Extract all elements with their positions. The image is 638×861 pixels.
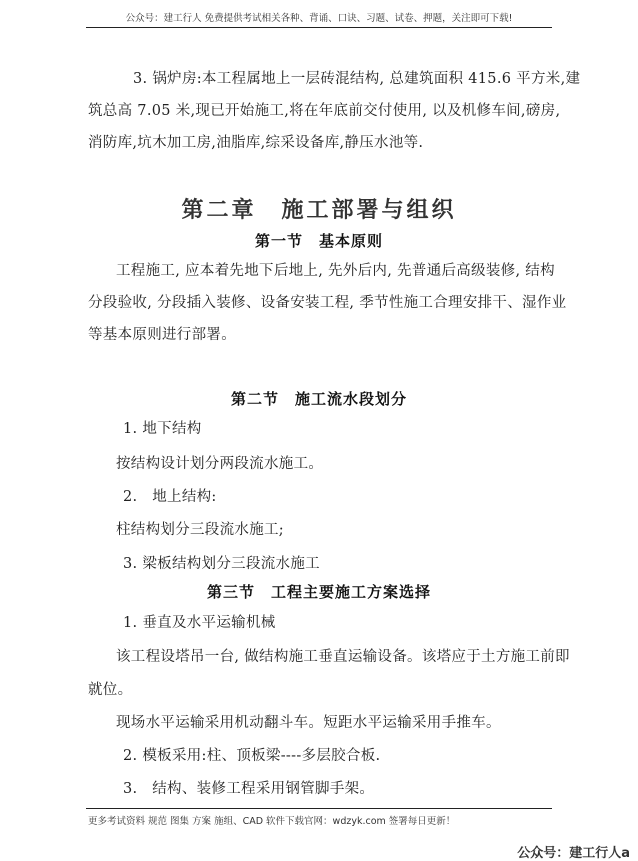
section-3-title: 第三节 工程主要施工方案选择	[206, 583, 431, 601]
section-3-item-3: 就位。	[88, 682, 133, 698]
section-2-item-5: 3. 梁板结构划分三段流水施工	[123, 556, 320, 572]
chapter-title: 第二章 施工部署与组织	[181, 197, 457, 223]
page-header: 公众号：建工行人 免费提供考试相关各种、背诵、口诀、习题、试卷、押题，关注即可下载!	[125, 13, 513, 24]
section-3-item-5: 2. 模板采用:柱、顶板梁----多层胶合板.	[123, 748, 381, 764]
section-2-item-2: 按结构设计划分两段流水施工。	[116, 456, 324, 472]
intro-line-1: 3. 锅炉房:本工程属地上一层砖混结构, 总建筑面积 415.6 平方米,建	[133, 71, 581, 87]
section-2-title: 第二节 施工流水段划分	[230, 390, 407, 408]
page-footer: 更多考试资料 规范 图集 方案 施组、CAD 软件下载官网：wdzyk.com 签署每日更新！	[88, 816, 456, 827]
section-1-line-2: 分段验收, 分段插入装修、设备安装工程, 季节性施工合理安排干、湿作业	[88, 295, 567, 311]
section-2-item-1: 1. 地下结构	[123, 421, 202, 437]
intro-line-3: 消防库,坑木加工房,油脂库,综采设备库,静压水池等.	[88, 135, 424, 151]
watermark: 公众号：建工行人a	[517, 846, 630, 861]
section-3-item-4: 现场水平运输采用机动翻斗车。短距水平运输采用手推车。	[116, 715, 501, 731]
header-divider	[86, 27, 552, 28]
section-3-item-6: 3. 结构、装修工程采用钢管脚手架。	[123, 781, 375, 797]
section-1-line-3: 等基本原则进行部署。	[88, 327, 236, 343]
section-1-line-1: 工程施工, 应本着先地下后地上, 先外后内, 先普通后高级装修, 结构	[116, 263, 555, 279]
section-2-item-4: 柱结构划分三段流水施工;	[116, 522, 284, 538]
section-1-title: 第一节 基本原则	[254, 232, 383, 250]
footer-divider	[86, 808, 552, 809]
section-3-item-2: 该工程设塔吊一台, 做结构施工垂直运输设备。该塔应于土方施工前即	[116, 649, 570, 665]
section-2-item-3: 2. 地上结构:	[123, 489, 217, 505]
section-3-item-1: 1. 垂直及水平运输机械	[123, 615, 276, 631]
intro-line-2: 筑总高 7.05 米,现已开始施工,将在年底前交付使用, 以及机修车间,磅房,	[88, 103, 561, 119]
